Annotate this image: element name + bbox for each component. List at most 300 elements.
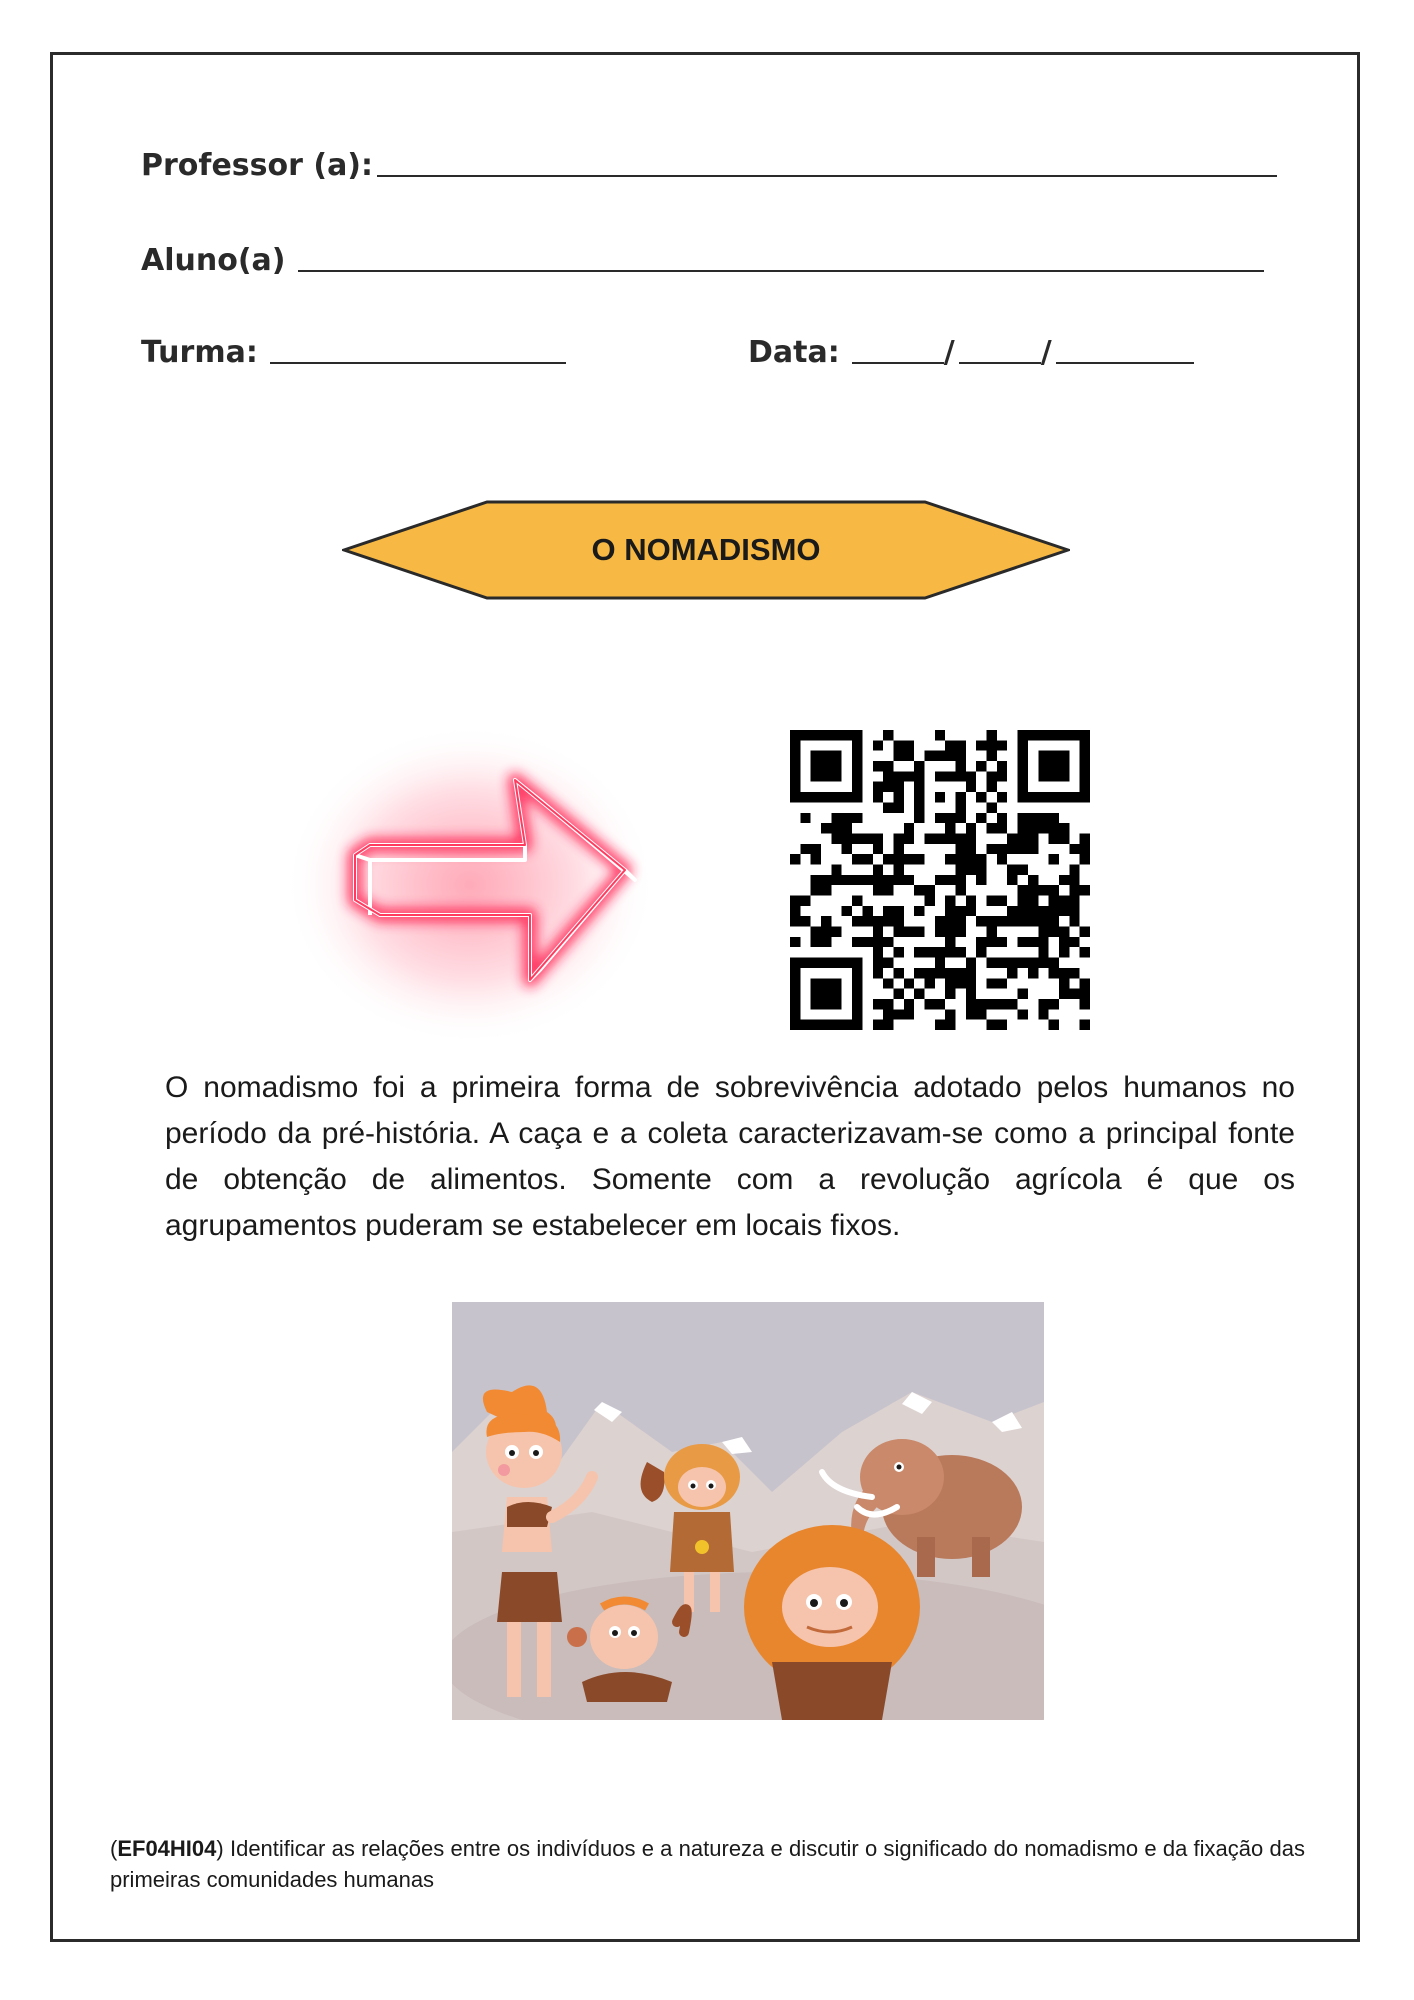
qr-module <box>966 864 976 874</box>
qr-module <box>1080 833 1090 843</box>
qr-module <box>893 771 903 781</box>
qr-module <box>862 906 872 916</box>
qr-module <box>904 875 914 885</box>
qr-module <box>935 968 945 978</box>
qr-module <box>811 792 821 802</box>
qr-module <box>914 927 924 937</box>
qr-module <box>945 978 955 988</box>
qr-module <box>831 989 841 999</box>
qr-module <box>904 833 914 843</box>
qr-module <box>1059 751 1069 761</box>
qr-module <box>1028 896 1038 906</box>
qr-module <box>924 999 934 1009</box>
qr-module <box>800 792 810 802</box>
qr-module <box>1038 771 1048 781</box>
qr-module <box>883 730 893 740</box>
qr-module <box>945 823 955 833</box>
qr-module <box>945 989 955 999</box>
qr-module <box>987 916 997 926</box>
qr-module <box>883 1020 893 1030</box>
qr-module <box>956 771 966 781</box>
qr-module <box>852 989 862 999</box>
qr-module <box>790 968 800 978</box>
qr-module <box>873 927 883 937</box>
qr-module <box>997 761 1007 771</box>
qr-module <box>935 792 945 802</box>
qr-module <box>1038 823 1048 833</box>
qr-module <box>1049 885 1059 895</box>
date-label: Data: <box>748 335 840 370</box>
qr-module <box>873 958 883 968</box>
qr-module <box>1049 927 1059 937</box>
prehistoric-family-illustration <box>452 1302 1044 1720</box>
qr-module <box>842 1020 852 1030</box>
qr-module <box>811 927 821 937</box>
qr-module <box>945 751 955 761</box>
qr-module <box>873 844 883 854</box>
qr-module <box>956 916 966 926</box>
qr-module <box>862 833 872 843</box>
qr-module <box>1059 896 1069 906</box>
qr-module <box>842 833 852 843</box>
qr-module <box>1028 937 1038 947</box>
qr-module <box>821 1020 831 1030</box>
qr-module <box>1007 864 1017 874</box>
qr-module <box>1038 730 1048 740</box>
qr-module <box>904 823 914 833</box>
qr-code-icon[interactable] <box>790 730 1090 1030</box>
qr-module <box>852 937 862 947</box>
qr-module <box>811 751 821 761</box>
qr-module <box>883 916 893 926</box>
qr-module <box>883 875 893 885</box>
qr-module <box>883 1009 893 1019</box>
footer-open-paren: ( <box>110 1836 118 1861</box>
qr-module <box>852 854 862 864</box>
qr-module <box>811 978 821 988</box>
qr-module <box>811 937 821 947</box>
qr-module <box>1059 947 1069 957</box>
qr-module <box>831 730 841 740</box>
qr-module <box>1080 927 1090 937</box>
qr-module <box>790 989 800 999</box>
qr-module <box>966 896 976 906</box>
qr-module <box>1080 989 1090 999</box>
qr-module <box>1080 999 1090 1009</box>
qr-module <box>1059 937 1069 947</box>
qr-module <box>935 771 945 781</box>
teacher-label: Professor (a): <box>141 148 374 183</box>
qr-module <box>914 947 924 957</box>
qr-module <box>821 761 831 771</box>
qr-module <box>1007 958 1017 968</box>
qr-module <box>914 854 924 864</box>
qr-module <box>790 740 800 750</box>
qr-module <box>831 792 841 802</box>
qr-module <box>842 958 852 968</box>
qr-module <box>790 1020 800 1030</box>
qr-module <box>1069 937 1079 947</box>
qr-module <box>945 968 955 978</box>
qr-module <box>914 906 924 916</box>
qr-module <box>1059 792 1069 802</box>
qr-module <box>966 771 976 781</box>
qr-module <box>1018 730 1028 740</box>
qr-module <box>790 730 800 740</box>
footer-skill-text: Identificar as relações entre os indivíduos e a natureza e discutir o significado do nomadismo e da fixação das primeiras comunidades humanas <box>110 1836 1305 1892</box>
qr-module <box>893 802 903 812</box>
qr-module <box>852 782 862 792</box>
qr-module <box>914 885 924 895</box>
qr-module <box>1049 958 1059 968</box>
qr-module <box>935 875 945 885</box>
qr-module <box>883 978 893 988</box>
qr-module <box>821 916 831 926</box>
qr-module <box>935 813 945 823</box>
qr-module <box>893 751 903 761</box>
qr-module <box>1028 875 1038 885</box>
qr-module <box>987 730 997 740</box>
qr-module <box>935 730 945 740</box>
qr-module <box>997 740 1007 750</box>
qr-module <box>1059 978 1069 988</box>
qr-module <box>873 947 883 957</box>
qr-module <box>893 844 903 854</box>
qr-module <box>811 885 821 895</box>
qr-module <box>987 1020 997 1030</box>
qr-module <box>1069 906 1079 916</box>
qr-module <box>893 927 903 937</box>
qr-module <box>852 958 862 968</box>
qr-module <box>904 1009 914 1019</box>
qr-module <box>966 823 976 833</box>
class-input-line[interactable] <box>270 362 566 364</box>
qr-module <box>1018 751 1028 761</box>
qr-module <box>852 771 862 781</box>
qr-module <box>914 761 924 771</box>
qr-module <box>1038 906 1048 916</box>
qr-module <box>1059 823 1069 833</box>
qr-module <box>852 916 862 926</box>
qr-module <box>852 740 862 750</box>
qr-module <box>893 989 903 999</box>
date-separator: / <box>943 335 955 370</box>
qr-module <box>852 730 862 740</box>
qr-module <box>976 792 986 802</box>
qr-module <box>790 854 800 864</box>
qr-module <box>956 947 966 957</box>
qr-module <box>1038 999 1048 1009</box>
qr-module <box>842 730 852 740</box>
qr-module <box>893 968 903 978</box>
qr-module <box>873 833 883 843</box>
qr-module <box>966 978 976 988</box>
qr-module <box>893 906 903 916</box>
qr-module <box>811 1020 821 1030</box>
qr-module <box>966 968 976 978</box>
qr-module <box>976 740 986 750</box>
qr-module <box>811 854 821 864</box>
qr-module <box>1018 740 1028 750</box>
qr-module <box>956 844 966 854</box>
qr-module <box>945 833 955 843</box>
qr-module <box>1069 792 1079 802</box>
qr-module <box>800 958 810 968</box>
qr-module <box>1038 958 1048 968</box>
qr-module <box>1069 989 1079 999</box>
qr-module <box>914 782 924 792</box>
qr-module <box>821 989 831 999</box>
qr-module <box>935 927 945 937</box>
qr-module <box>883 761 893 771</box>
qr-module <box>790 978 800 988</box>
qr-module <box>852 751 862 761</box>
qr-module <box>987 844 997 854</box>
qr-module <box>904 740 914 750</box>
qr-module <box>831 927 841 937</box>
qr-module <box>1069 916 1079 926</box>
qr-module <box>893 1009 903 1019</box>
qr-module <box>935 958 945 968</box>
qr-module <box>956 792 966 802</box>
qr-module <box>1018 916 1028 926</box>
qr-module <box>1049 730 1059 740</box>
qr-module <box>924 885 934 895</box>
qr-module <box>1018 792 1028 802</box>
qr-module <box>1018 896 1028 906</box>
qr-module <box>831 761 841 771</box>
qr-module <box>1049 896 1059 906</box>
qr-module <box>956 885 966 895</box>
qr-module <box>1028 916 1038 926</box>
qr-module <box>831 958 841 968</box>
qr-module <box>1007 916 1017 926</box>
qr-module <box>842 813 852 823</box>
qr-module <box>811 958 821 968</box>
qr-module <box>1028 844 1038 854</box>
body-paragraph: O nomadismo foi a primeira forma de sobrevivência adotado pelos humanos no período da pré-história. A caça e a coleta caracterizavam-se como a principal fonte de obtenção de alimentos. Somente com a revolução agrícola é que os agrupamentos puderam se estabelecer em locais fixos. <box>165 1071 1295 1242</box>
qr-module <box>811 761 821 771</box>
qr-module <box>1007 875 1017 885</box>
qr-module <box>1049 916 1059 926</box>
qr-module <box>1049 833 1059 843</box>
qr-module <box>1080 844 1090 854</box>
qr-module <box>1018 761 1028 771</box>
qr-module <box>914 792 924 802</box>
qr-module <box>987 999 997 1009</box>
qr-module <box>1028 823 1038 833</box>
qr-module <box>1018 833 1028 843</box>
qr-module <box>987 958 997 968</box>
qr-module <box>1038 813 1048 823</box>
qr-module <box>893 916 903 926</box>
qr-module <box>831 999 841 1009</box>
qr-module <box>1080 885 1090 895</box>
qr-module <box>976 1009 986 1019</box>
qr-module <box>924 896 934 906</box>
class-field <box>141 335 566 370</box>
qr-module <box>966 1009 976 1019</box>
qr-module <box>976 854 986 864</box>
date-month-line[interactable] <box>959 362 1041 364</box>
qr-module <box>914 968 924 978</box>
qr-module <box>1059 875 1069 885</box>
qr-module <box>790 771 800 781</box>
qr-module <box>862 875 872 885</box>
student-label: Aluno(a) <box>141 243 286 278</box>
qr-module <box>966 844 976 854</box>
qr-module <box>956 751 966 761</box>
qr-module <box>790 792 800 802</box>
qr-module <box>821 958 831 968</box>
qr-module <box>883 771 893 781</box>
qr-module <box>904 927 914 937</box>
qr-module <box>842 906 852 916</box>
qr-module <box>821 978 831 988</box>
qr-module <box>852 1020 862 1030</box>
qr-module <box>790 937 800 947</box>
qr-module <box>1059 730 1069 740</box>
qr-module <box>873 782 883 792</box>
qr-module <box>873 999 883 1009</box>
qr-module <box>821 875 831 885</box>
qr-module <box>852 896 862 906</box>
qr-module <box>1038 947 1048 957</box>
qr-module <box>1018 771 1028 781</box>
qr-module <box>997 823 1007 833</box>
qr-module <box>976 999 986 1009</box>
qr-module <box>852 792 862 802</box>
qr-module <box>1038 916 1048 926</box>
qr-module <box>831 978 841 988</box>
qr-module <box>987 823 997 833</box>
qr-module <box>1080 761 1090 771</box>
qr-module <box>1028 885 1038 895</box>
qr-module <box>987 751 997 761</box>
qr-module <box>935 1020 945 1030</box>
teacher-input-line[interactable] <box>377 175 1277 177</box>
date-day-line[interactable] <box>852 362 944 364</box>
qr-module <box>831 864 841 874</box>
qr-module <box>1018 885 1028 895</box>
qr-module <box>790 896 800 906</box>
qr-module <box>883 782 893 792</box>
qr-module <box>997 896 1007 906</box>
qr-module <box>893 833 903 843</box>
qr-module <box>852 978 862 988</box>
qr-module <box>1080 947 1090 957</box>
qr-module <box>831 813 841 823</box>
qr-module <box>1007 968 1017 978</box>
qr-module <box>790 1009 800 1019</box>
qr-module <box>976 761 986 771</box>
qr-module <box>945 937 955 947</box>
qr-module <box>883 937 893 947</box>
qr-module <box>821 999 831 1009</box>
qr-module <box>1018 906 1028 916</box>
qr-module <box>987 740 997 750</box>
qr-module <box>956 875 966 885</box>
qr-module <box>966 989 976 999</box>
qr-module <box>956 906 966 916</box>
qr-module <box>1069 885 1079 895</box>
qr-module <box>956 854 966 864</box>
qr-module <box>1028 958 1038 968</box>
qr-module <box>1069 875 1079 885</box>
qr-module <box>997 937 1007 947</box>
qr-module <box>945 947 955 957</box>
qr-module <box>800 730 810 740</box>
qr-module <box>1080 751 1090 761</box>
qr-module <box>1080 782 1090 792</box>
qr-module <box>883 802 893 812</box>
qr-module <box>924 833 934 843</box>
qr-module <box>831 833 841 843</box>
qr-module <box>966 906 976 916</box>
qr-module <box>1038 885 1048 895</box>
qr-module <box>997 1020 1007 1030</box>
qr-module <box>924 947 934 957</box>
qr-module <box>924 751 934 761</box>
qr-module <box>831 751 841 761</box>
qr-module <box>945 1009 955 1019</box>
qr-module <box>1069 844 1079 854</box>
qr-module <box>966 999 976 1009</box>
qr-module <box>893 875 903 885</box>
qr-module <box>914 802 924 812</box>
qr-module <box>976 947 986 957</box>
student-input-line[interactable] <box>298 270 1264 272</box>
qr-module <box>1080 978 1090 988</box>
qr-module <box>1059 833 1069 843</box>
qr-module <box>821 730 831 740</box>
qr-module <box>862 854 872 864</box>
qr-module <box>790 958 800 968</box>
qr-module <box>873 792 883 802</box>
qr-module <box>1059 761 1069 771</box>
footer-close-paren: ) <box>216 1836 224 1861</box>
date-year-line[interactable] <box>1056 362 1194 364</box>
qr-module <box>987 782 997 792</box>
qr-module <box>831 823 841 833</box>
qr-module <box>1080 1020 1090 1030</box>
qr-module <box>1038 792 1048 802</box>
qr-module <box>1080 740 1090 750</box>
qr-module <box>1028 906 1038 916</box>
qr-module <box>893 947 903 957</box>
qr-module <box>1028 813 1038 823</box>
qr-module <box>873 1020 883 1030</box>
qr-module <box>945 906 955 916</box>
qr-module <box>883 999 893 1009</box>
qr-module <box>976 916 986 926</box>
qr-module <box>811 875 821 885</box>
qr-module <box>966 854 976 864</box>
qr-module <box>893 864 903 874</box>
qr-module <box>987 937 997 947</box>
qr-module <box>852 968 862 978</box>
qr-module <box>987 771 997 781</box>
qr-module <box>956 968 966 978</box>
qr-module <box>956 864 966 874</box>
qr-module <box>873 916 883 926</box>
qr-module <box>1018 823 1028 833</box>
qr-module <box>821 751 831 761</box>
qr-module <box>1007 999 1017 1009</box>
qr-module <box>811 844 821 854</box>
qr-module <box>873 875 883 885</box>
qr-module <box>873 968 883 978</box>
